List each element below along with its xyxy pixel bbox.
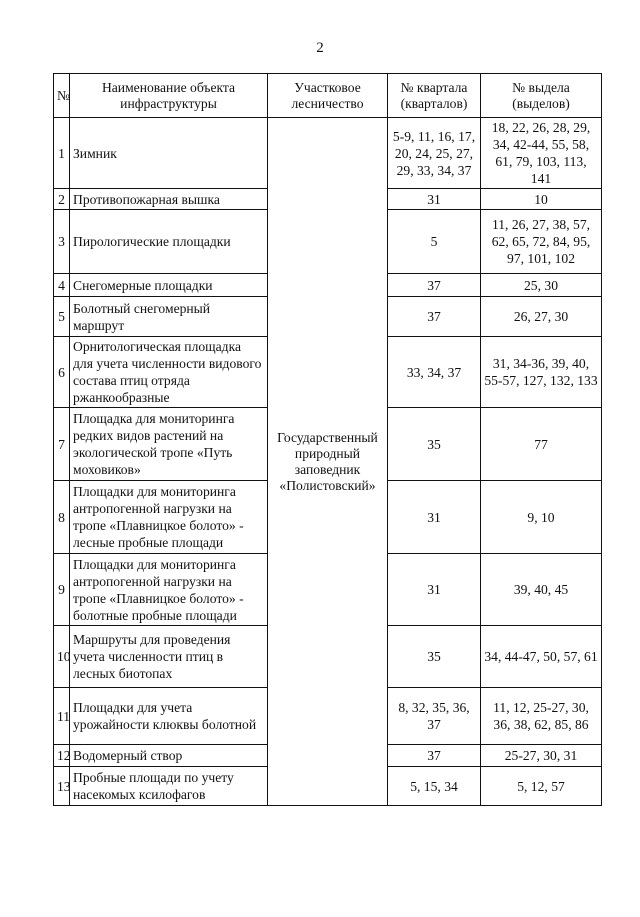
row-quarters: 37 xyxy=(388,745,481,767)
row-num: 6 xyxy=(54,337,70,408)
row-num: 11 xyxy=(54,688,70,745)
infrastructure-table xyxy=(53,73,602,806)
page-number: 2 xyxy=(316,40,324,56)
row-plots: 11, 26, 27, 38, 57, 62, 65, 72, 84, 95, 97, 101, 102 xyxy=(481,210,602,274)
row-num: 10 xyxy=(54,626,70,688)
row-num: 12 xyxy=(54,745,70,767)
row-name: Зимник xyxy=(70,118,268,189)
row-num: 1 xyxy=(54,118,70,189)
row-num: 3 xyxy=(54,210,70,274)
row-quarters: 31 xyxy=(388,554,481,626)
row-num: 13 xyxy=(54,767,70,806)
row-name: Водомерный створ xyxy=(70,745,268,767)
row-quarters: 5, 15, 34 xyxy=(388,767,481,806)
row-plots: 77 xyxy=(481,408,602,481)
row-num: 8 xyxy=(54,481,70,554)
row-name: Пробные площади по учету насекомых ксилофагов xyxy=(70,767,268,806)
row-plots: 18, 22, 26, 28, 29, 34, 42-44, 55, 58, 61, 79, 103, 113, 141 xyxy=(481,118,602,189)
row-name: Площадки для учета урожайности клюквы болотной xyxy=(70,688,268,745)
row-name: Пирологические площадки xyxy=(70,210,268,274)
row-name: Площадка для мониторинга редких видов растений на экологической тропе «Путь моховиков» xyxy=(70,408,268,481)
header-plots: № выдела (выделов) xyxy=(481,74,602,118)
row-quarters: 31 xyxy=(388,189,481,210)
row-plots: 25-27, 30, 31 xyxy=(481,745,602,767)
row-plots: 31, 34-36, 39, 40, 55-57, 127, 132, 133 xyxy=(481,337,602,408)
row-plots: 11, 12, 25-27, 30, 36, 38, 62, 85, 86 xyxy=(481,688,602,745)
forestry-cell: Государственный природный заповедник «Полистовский» xyxy=(268,118,388,806)
row-num: 7 xyxy=(54,408,70,481)
table-row xyxy=(54,118,602,189)
row-plots: 39, 40, 45 xyxy=(481,554,602,626)
header-quarters: № квартала (кварталов) xyxy=(388,74,481,118)
row-quarters: 37 xyxy=(388,274,481,297)
row-name: Орнитологическая площадка для учета численности видового состава птиц отряда ржанкообразные xyxy=(70,337,268,408)
row-name: Маршруты для проведения учета численности птиц в лесных биотопах xyxy=(70,626,268,688)
row-plots: 5, 12, 57 xyxy=(481,767,602,806)
header-forestry: Участковое лесничество xyxy=(268,74,388,118)
row-name: Снегомерные площадки xyxy=(70,274,268,297)
row-quarters: 35 xyxy=(388,408,481,481)
row-num: 2 xyxy=(54,189,70,210)
row-name: Болотный снегомерный маршрут xyxy=(70,297,268,337)
table-header-row xyxy=(54,74,602,118)
row-quarters: 37 xyxy=(388,297,481,337)
row-quarters: 35 xyxy=(388,626,481,688)
row-name: Площадки для мониторинга антропогенной нагрузки на тропе «Плавницкое болото» - болотные пробные площади xyxy=(70,554,268,626)
row-name: Противопожарная вышка xyxy=(70,189,268,210)
row-quarters: 31 xyxy=(388,481,481,554)
row-quarters: 8, 32, 35, 36, 37 xyxy=(388,688,481,745)
row-quarters: 33, 34, 37 xyxy=(388,337,481,408)
row-plots: 34, 44-47, 50, 57, 61 xyxy=(481,626,602,688)
row-plots: 26, 27, 30 xyxy=(481,297,602,337)
header-name: Наименование объекта инфраструктуры xyxy=(70,74,268,118)
row-plots: 25, 30 xyxy=(481,274,602,297)
row-quarters: 5-9, 11, 16, 17, 20, 24, 25, 27, 29, 33, 34, 37 xyxy=(388,118,481,189)
row-plots: 10 xyxy=(481,189,602,210)
header-num: № xyxy=(54,74,70,118)
row-num: 5 xyxy=(54,297,70,337)
row-plots: 9, 10 xyxy=(481,481,602,554)
row-name: Площадки для мониторинга антропогенной нагрузки на тропе «Плавницкое болото» - лесные пробные площади xyxy=(70,481,268,554)
row-num: 9 xyxy=(54,554,70,626)
row-num: 4 xyxy=(54,274,70,297)
row-quarters: 5 xyxy=(388,210,481,274)
